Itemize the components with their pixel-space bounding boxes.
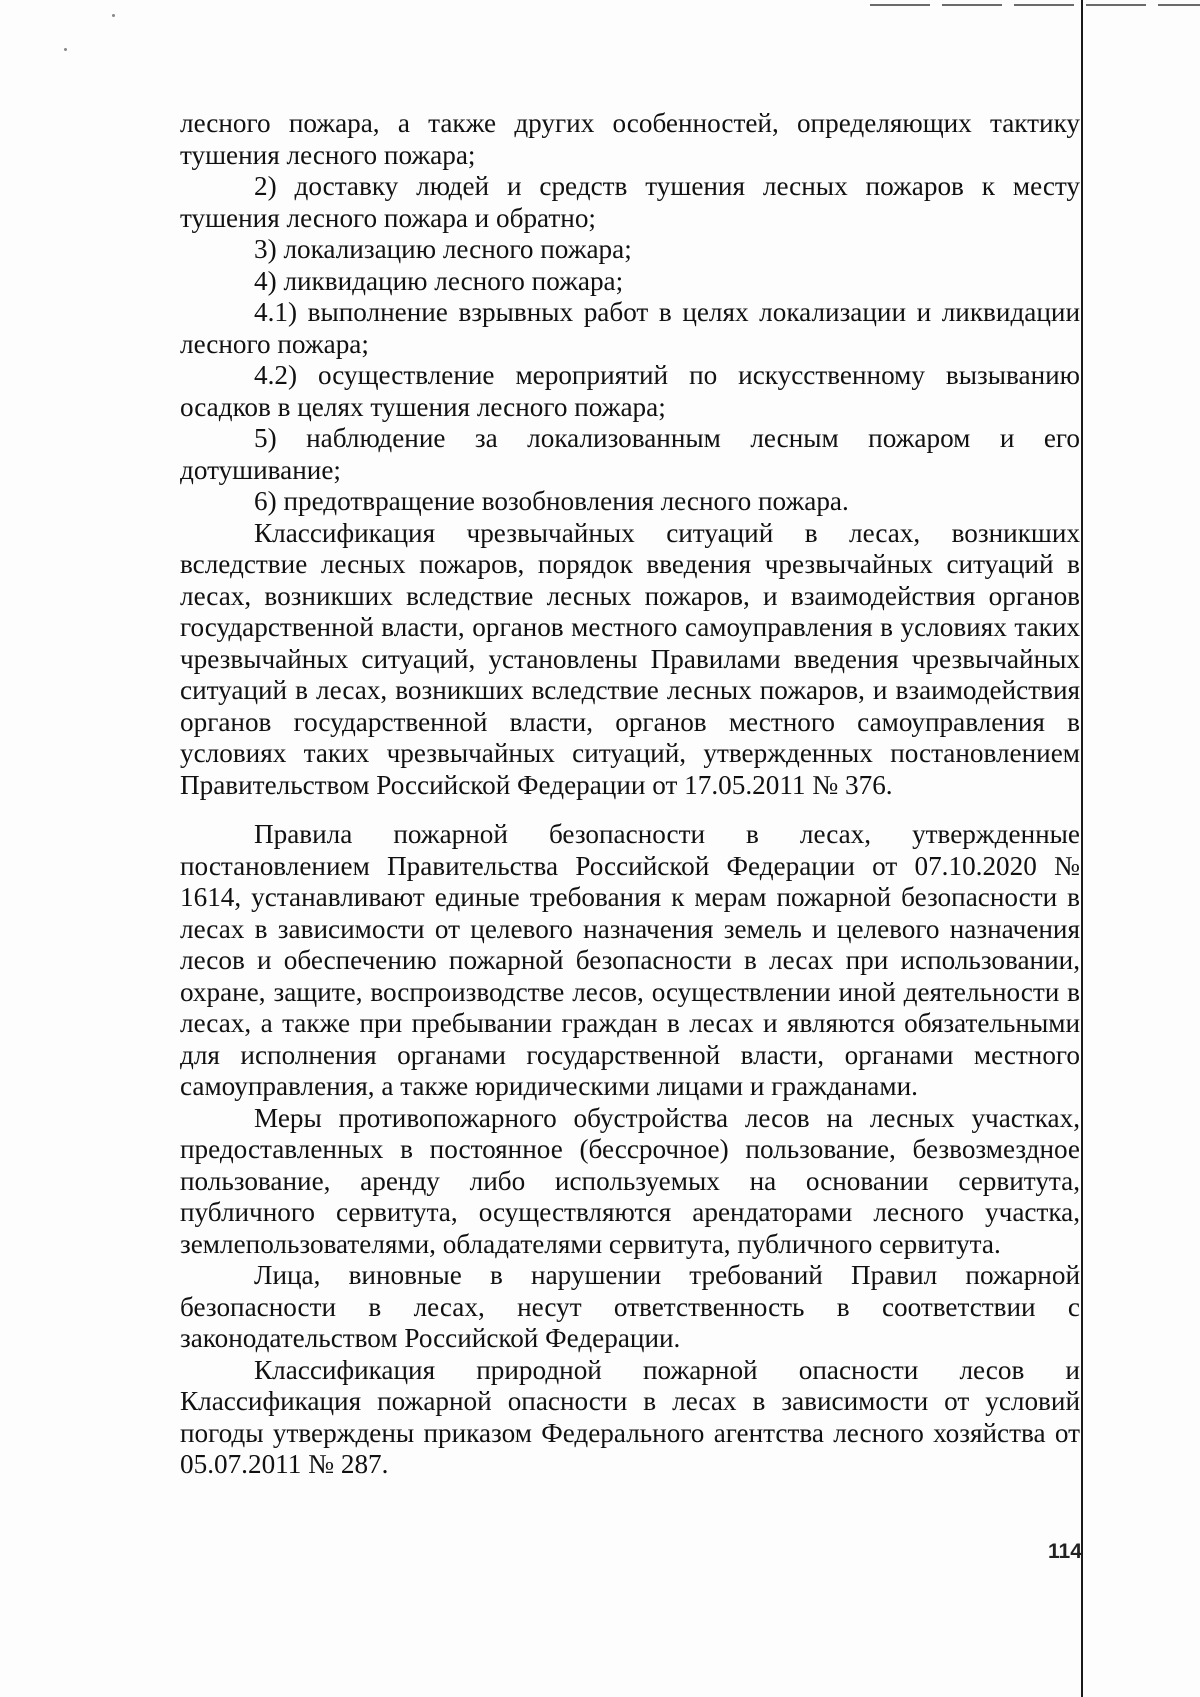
paragraph-hazard-classification: Классификация природной пожарной опасности лесов и Классификация пожарной опасности в лесах в зависимости от условий погоды утверждены приказом Федерального агентства лесного хозяйства от 05.07.2011 № 287. [180, 1354, 1080, 1479]
scan-edge-line [1081, 0, 1083, 1697]
paragraph-emergency-classification: Классификация чрезвычайных ситуаций в лесах, возникших вследствие лесных пожаров, порядок введения чрезвычайных ситуаций в лесах, возникших вследствие лесных пожаров, и взаимодействия органов государственной власти, органов местного самоуправления в условиях таких чрезвычайных ситуаций, установлены Правилами введения чрезвычайных ситуаций в лесах, возникших вследствие лесных пожаров, и взаимодействия органов государственной власти, органов местного самоуправления в условиях таких чрезвычайных ситуаций, утвержденных постановлением Правительством Российской Федерации от 17.05.2011 № 376. [180, 517, 1080, 800]
scan-speck [64, 48, 67, 51]
scan-speck [112, 14, 115, 17]
page-number: 114 [1048, 1540, 1082, 1563]
paragraph-fire-prevention-measures: Меры противопожарного обустройства лесов на лесных участках, предоставленных в постоянное (бессрочное) пользование, безвозмездное пользование, аренду либо используемых на основании сервитута, публичного сервитута, осуществляются арендаторами лесного участка, землепользователями, обладателями сервитута, публичного сервитута. [180, 1102, 1080, 1259]
list-item-6: 6) предотвращение возобновления лесного пожара. [254, 486, 849, 516]
paragraph-liability: Лица, виновные в нарушении требований Правил пожарной безопасности в лесах, несут ответственность в соответствии с законодательством Российской Федерации. [180, 1260, 1080, 1353]
list-item-2: 2) доставку людей и средств тушения лесных пожаров к месту тушения лесного пожара и обратно; [180, 171, 1080, 233]
list-item-4: 4) ликвидацию лесного пожара; [254, 265, 624, 296]
list-item-5: 5) наблюдение за локализованным лесным пожаром и его дотушивание; [180, 423, 1080, 485]
paragraph-continuation: лесного пожара, а также других особенностей, определяющих тактику тушения лесного пожара; [180, 108, 1080, 170]
paragraph-fire-safety-rules: Правила пожарной безопасности в лесах, утвержденные постановлением Правительства Российской Федерации от 07.10.2020 № 1614, устанавливают единые требования к мерам пожарной безопасности в лесах в зависимости от целевого назначения земель и целевого назначения лесов и обеспечению пожарной безопасности в лесах при использовании, охране, защите, воспроизводстве лесов, осуществлении иной деятельности в лесах, а также при пребывании граждан в лесах и являются обязательными для исполнения органами государственной власти, органами местного самоуправления, а также юридическими лицами и гражданами. [180, 819, 1080, 1101]
scan-edge-dashes [870, 4, 1200, 6]
list-item-3: 3) локализацию лесного пожара; [254, 234, 632, 264]
list-item-4-2: 4.2) осуществление мероприятий по искусственному вызыванию осадков в целях тушения лесного пожара; [180, 360, 1080, 422]
document-body [180, 108, 1080, 1481]
list-item-4-1: 4.1) выполнение взрывных работ в целях локализации и ликвидации лесного пожара; [180, 297, 1080, 359]
